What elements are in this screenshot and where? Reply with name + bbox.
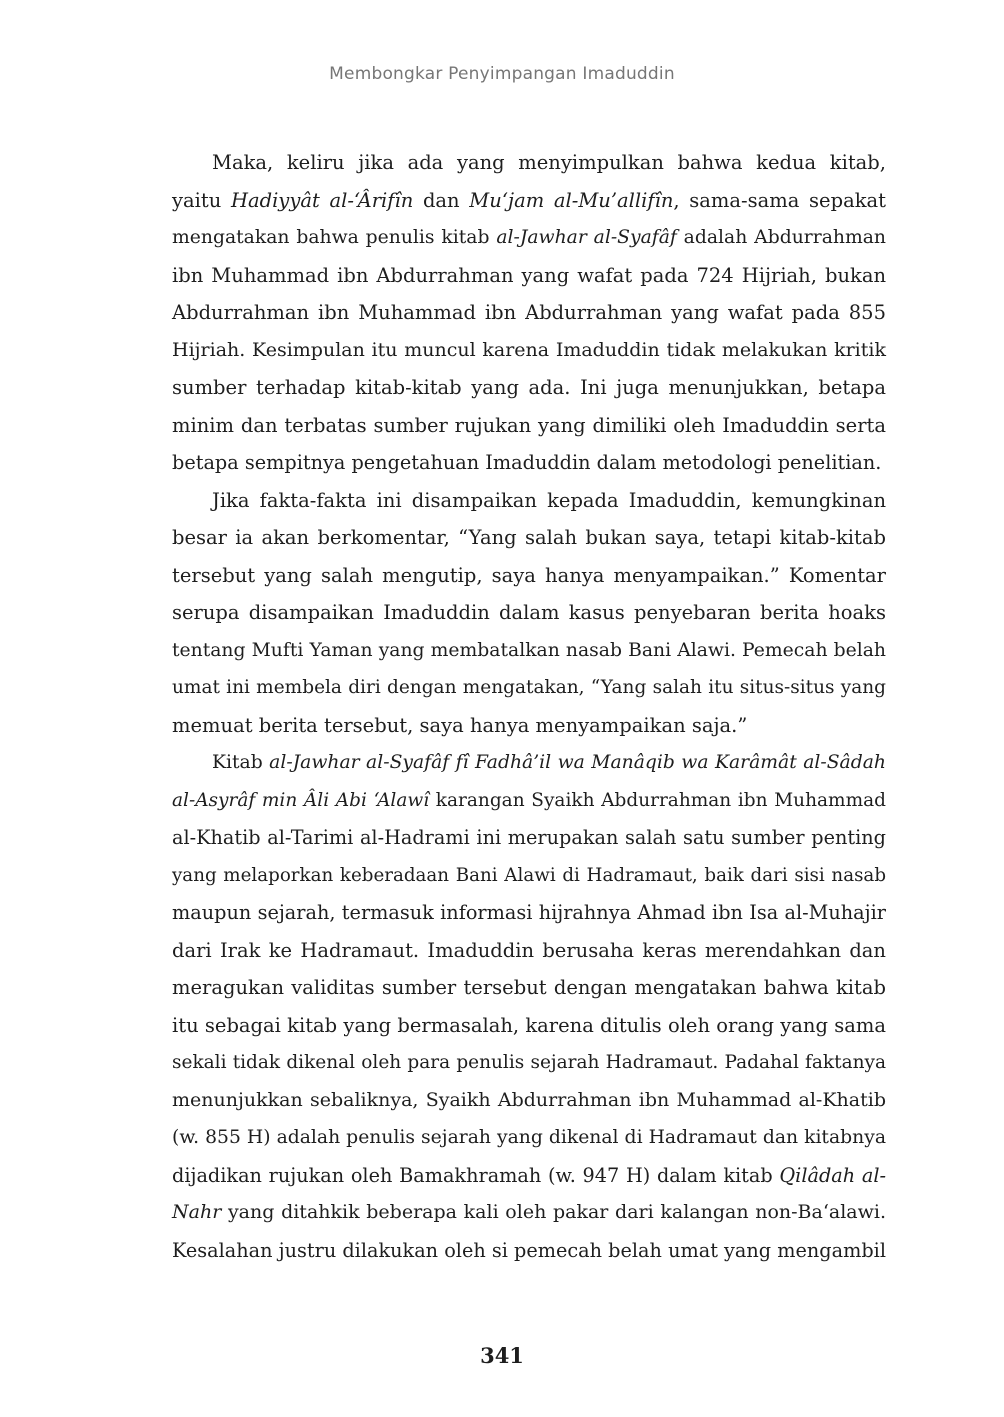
paragraph-3-line-2 [172, 782, 886, 820]
book-title-mujam: Mu‘jam al-Mu’allifîn [469, 188, 674, 212]
paragraph-3-line-4: yang melaporkan keberadaan Bani Alawi di Hadramaut, baik dari sisi nasab [172, 864, 886, 886]
book-title-qiladah-cont: Nahr [172, 1201, 222, 1223]
paragraph-3-line-12 [172, 1157, 886, 1195]
body-text [172, 144, 886, 1269]
paragraph-3-line-5: maupun sejarah, termasuk informasi hijrahnya Ahmad ibn Isa al-Muhajir [172, 901, 886, 924]
paragraph-1-line-8: minim dan terbatas sumber rujukan yang dimiliki oleh Imaduddin serta [172, 413, 886, 437]
paragraph-1-line-9: betapa sempitnya pengetahuan Imaduddin dalam metodologi penelitian. [172, 451, 882, 474]
paragraph-3-line-13 [172, 1194, 886, 1232]
paragraph-3 [172, 744, 886, 1269]
paragraph-3-line-11: (w. 855 H) adalah penulis sejarah yang dikenal di Hadramaut dan kitabnya [172, 1127, 886, 1148]
paragraph-3-line-1 [172, 744, 886, 782]
paragraph-1-line-7: sumber terhadap kitab-kitab yang ada. Ini juga menunjukkan, betapa [172, 376, 886, 399]
text-run: , sama-sama sepakat [673, 188, 886, 212]
paragraph-3-line-7: meragukan validitas sumber tersebut dengan mengatakan bahwa kitab [172, 976, 886, 999]
text-run: adalah Abdurrahman [676, 227, 886, 248]
paragraph-2-line-4: serupa disampaikan Imaduddin dalam kasus penyebaran berita hoaks [172, 601, 886, 624]
paragraph-2-line-3: tersebut yang salah mengutip, saya hanya menyampaikan.” Komentar [172, 563, 886, 587]
paragraph-2-line-7: memuat berita tersebut, saya hanya menyampaikan saja.” [172, 713, 748, 737]
book-title-jawhar: al-Jawhar al-Syafâf [496, 227, 677, 248]
text-run: yaitu [172, 188, 231, 212]
paragraph-2-line-2: besar ia akan berkomentar, “Yang salah bukan saya, tetapi kitab-kitab [172, 526, 886, 549]
paragraph-1-line-5: Abdurrahman ibn Muhammad ibn Abdurrahman yang wafat pada 855 [172, 301, 886, 324]
paragraph-1-line-3 [172, 219, 886, 257]
paragraph-2-line-5: tentang Mufti Yaman yang membatalkan nasab Bani Alawi. Pemecah belah [172, 639, 886, 661]
text-run: mengatakan bahwa penulis kitab [172, 227, 497, 248]
paragraph-1-line-6: Hijriah. Kesimpulan itu muncul karena Imaduddin tidak melakukan kritik [172, 338, 886, 361]
page-number: 341 [480, 1343, 524, 1368]
book-title-jawhar-full: al-Jawhar al-Syafâf fî Fadhâ’il wa Manâqib wa Karâmât al-Sâdah [269, 752, 886, 773]
book-title-hadiyyat: Hadiyyât al-‘Ârifîn [230, 188, 414, 212]
text-run: karangan Syaikh Abdurrahman ibn Muhammad [429, 789, 886, 811]
running-header: Membongkar Penyimpangan Imaduddin [329, 64, 675, 84]
paragraph-3-line-3: al-Khatib al-Tarimi al-Hadrami ini merupakan salah satu sumber penting [172, 826, 886, 849]
paragraph-2 [172, 482, 886, 745]
paragraph-1-line-1: Maka, keliru jika ada yang menyimpulkan bahwa kedua kitab, [212, 151, 886, 174]
paragraph-3-line-9: sekali tidak dikenal oleh para penulis sejarah Hadramaut. Padahal faktanya [172, 1052, 886, 1073]
paragraph-2-line-1: Jika fakta-fakta ini disampaikan kepada Imaduddin, kemungkinan [212, 488, 886, 512]
paragraph-3-line-10: menunjukkan sebaliknya, Syaikh Abdurrahman ibn Muhammad al-Khatib [172, 1088, 886, 1111]
text-run: dan [413, 188, 470, 212]
paragraph-2-line-6: umat ini membela diri dengan mengatakan, “Yang salah itu situs-situs yang [172, 677, 886, 698]
paragraph-1-line-4: ibn Muhammad ibn Abdurrahman yang wafat pada 724 Hijriah, bukan [172, 263, 886, 287]
paragraph-3-line-14: Kesalahan justru dilakukan oleh si pemecah belah umat yang mengambil [172, 1238, 886, 1262]
text-run: Kitab [212, 752, 270, 773]
text-run: dijadikan rujukan oleh Bamakhramah (w. 947 H) dalam kitab [172, 1163, 780, 1187]
text-run: yang ditahkik beberapa kali oleh pakar dari kalangan non-Ba‘alawi. [221, 1201, 886, 1223]
paragraph-3-line-6: dari Irak ke Hadramaut. Imaduddin berusaha keras merendahkan dan [172, 938, 886, 962]
book-title-qiladah: Qilâdah al- [779, 1163, 886, 1187]
paragraph-3-line-8: itu sebagai kitab yang bermasalah, karena ditulis oleh orang yang sama [172, 1013, 886, 1037]
paragraph-1-line-2 [172, 182, 886, 220]
paragraph-1 [172, 144, 886, 482]
book-title-jawhar-full-cont: al-Asyrâf min Âli Abi ‘Alawî [172, 789, 430, 811]
